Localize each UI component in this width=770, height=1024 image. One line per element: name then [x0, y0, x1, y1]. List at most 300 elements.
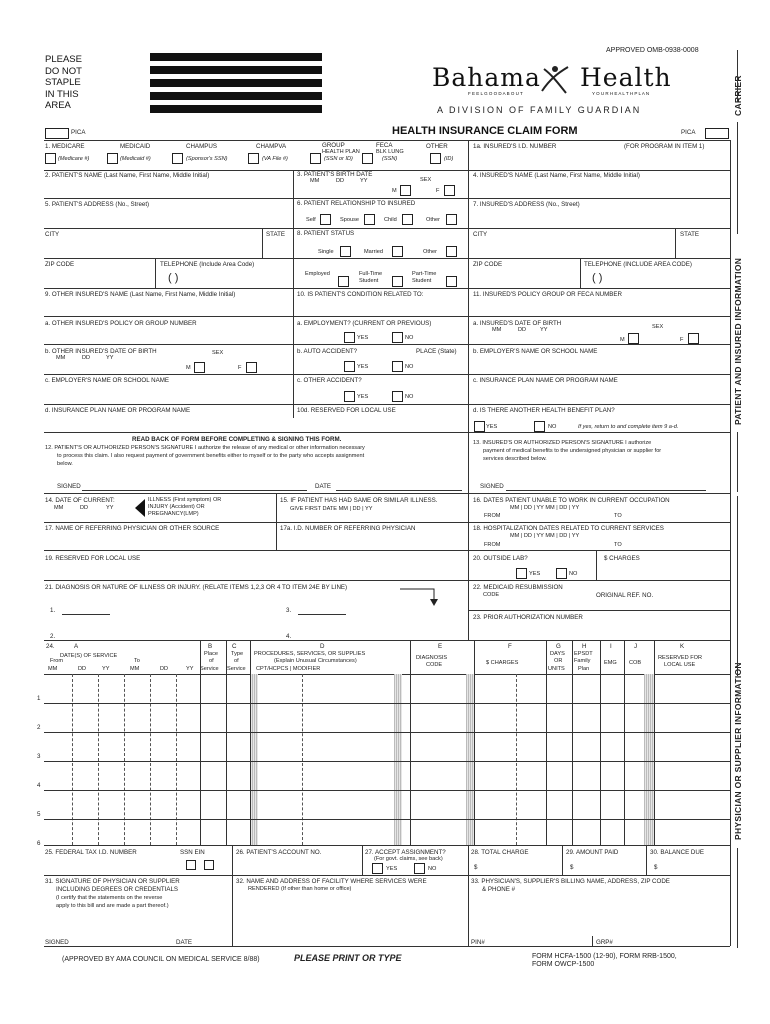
row-line [44, 170, 730, 171]
champva-label: CHAMPVA [256, 143, 287, 150]
side-arrow-line [737, 496, 738, 676]
field-3-mm: MM [310, 178, 320, 184]
field-18-to: TO [614, 542, 622, 548]
other-sex-f-checkbox[interactable] [246, 362, 257, 373]
another-plan-no: NO [548, 424, 557, 430]
field-22-code: CODE [483, 592, 500, 598]
employment-yes: YES [357, 335, 369, 341]
other-sex-m: M [186, 365, 191, 371]
row-line [44, 845, 730, 846]
other-accident-yes-checkbox[interactable] [344, 391, 355, 402]
col-g: G [556, 643, 561, 650]
group-label2: HEALTH PLAN [322, 149, 360, 155]
date-31: DATE [176, 939, 193, 946]
service-label: Service [200, 666, 219, 672]
field-16-cols: MM | DD | YY MM | DD | YY [510, 505, 580, 511]
city-label: CITY [45, 231, 60, 238]
group-checkbox[interactable] [310, 153, 321, 164]
col-divider-mid [293, 170, 294, 418]
side-arrow-line [737, 432, 738, 492]
col-divider [276, 493, 277, 550]
field-9a: a. OTHER INSURED'S POLICY OR GROUP NUMBER [45, 320, 197, 327]
ssn-checkbox[interactable] [186, 860, 196, 870]
field-11d: d. IS THERE ANOTHER HEALTH BENEFIT PLAN? [473, 407, 615, 414]
insured-sex-f: F [680, 337, 684, 343]
field-15-first-date: GIVE FIRST DATE MM | DD | YY [290, 506, 373, 512]
assignment-yes: YES [386, 866, 398, 872]
field-3: 3. PATIENT'S BIRTH DATE [297, 171, 373, 178]
field-13-line3: services described below. [483, 456, 547, 462]
field-17a: 17a. I.D. NUMBER OF REFERRING PHYSICIAN [280, 525, 416, 532]
other-accident-yes: YES [357, 394, 369, 400]
row-line [44, 404, 730, 405]
date-12: DATE [315, 483, 332, 490]
table-row [44, 790, 730, 791]
auto-no-checkbox[interactable] [392, 361, 403, 372]
place-state: PLACE (State) [416, 348, 457, 355]
row-number: 1 [37, 695, 41, 702]
field-22-ref: ORIGINAL REF. NO. [596, 592, 654, 599]
medicaid-num: (Medicaid #) [120, 156, 151, 162]
field-19: 19. RESERVED FOR LOCAL USE [45, 555, 141, 562]
field-11a: a. INSURED'S DATE OF BIRTH [473, 320, 562, 327]
form-title: HEALTH INSURANCE CLAIM FORM [392, 125, 578, 137]
col-divider [468, 845, 469, 946]
feca-checkbox[interactable] [362, 153, 373, 164]
field-6: 6. PATIENT RELATIONSHIP TO INSURED [297, 200, 416, 207]
field-14-pregnancy: PREGNANCY(LMP) [148, 511, 199, 517]
another-plan-note: If yes, return to and complete item 9 a-d. [578, 424, 679, 430]
diag-4: 4. [286, 633, 292, 640]
field-9b-mm: MM [56, 355, 66, 361]
yy-label: YY [102, 666, 110, 672]
row-line [44, 550, 730, 551]
please-print: PLEASE PRINT OR TYPE [294, 953, 402, 963]
cpt-label: CPT/HCPCS | MODIFIER [256, 666, 321, 672]
rel-child-checkbox[interactable] [402, 214, 413, 225]
row-number: 3 [37, 753, 41, 760]
row-number: 2 [37, 724, 41, 731]
patient-sex-m-checkbox[interactable] [400, 185, 411, 196]
side-label-carrier: CARRIER [733, 75, 743, 116]
insured-sex-m-checkbox[interactable] [628, 333, 639, 344]
division-line: A DIVISION OF FAMILY GUARDIAN [437, 105, 642, 115]
employment-no-checkbox[interactable] [392, 332, 403, 343]
ssn-ein: SSN EIN [180, 849, 205, 856]
of-label: of [209, 658, 214, 664]
field-16-to: TO [614, 513, 622, 519]
col-h: H [582, 643, 587, 650]
col-a: A [74, 643, 79, 650]
row-number: 6 [37, 840, 41, 847]
other-sex-f: F [238, 365, 242, 371]
field-10d: 10d. RESERVED FOR LOCAL USE [297, 407, 396, 414]
field-14-dd: DD [80, 505, 89, 511]
employment-yes-checkbox[interactable] [344, 332, 355, 343]
rel-self: Self [306, 217, 316, 223]
service-table [44, 640, 730, 845]
field-9b: b. OTHER INSURED'S DATE OF BIRTH [45, 348, 157, 355]
table-col [410, 640, 411, 845]
charges-label: $ CHARGES [486, 660, 519, 666]
another-plan-no-checkbox[interactable] [534, 421, 545, 432]
dd-label: DD [78, 666, 87, 672]
status-other-checkbox[interactable] [446, 246, 457, 257]
pica-box-right[interactable] [705, 128, 729, 139]
approved-omb: APPROVED OMB-0938-0008 [606, 47, 699, 54]
group-label3: (SSN or ID) [324, 156, 353, 162]
row-line [44, 522, 730, 523]
col-divider [730, 140, 731, 946]
field-10: 10. IS PATIENT'S CONDITION RELATED TO: [297, 291, 424, 298]
col-divider [232, 845, 233, 946]
field-31-line3: (I certify that the statements on the reverse [56, 895, 163, 901]
pica-label-left: PICA [71, 129, 86, 136]
field-10b: b. AUTO ACCIDENT? [297, 348, 358, 355]
parttime-checkbox[interactable] [446, 276, 457, 287]
field-18-cols: MM | DD | YY MM | DD | YY [510, 533, 580, 539]
sex-m: M [392, 188, 397, 194]
field-32-line1: 32. NAME AND ADDRESS OF FACILITY WHERE SERVICES WERE [236, 878, 427, 885]
row-line [44, 432, 730, 433]
status-married-checkbox[interactable] [392, 246, 403, 257]
yy2-label: YY [186, 666, 194, 672]
side-label-patient: PATIENT AND INSURED INFORMATION [733, 257, 743, 425]
header-line [44, 674, 730, 675]
medicaid-checkbox[interactable] [107, 153, 118, 164]
local-use-label: LOCAL USE [664, 662, 696, 668]
col-divider [675, 228, 676, 258]
telephone-label-right: TELEPHONE (INCLUDE AREA CODE) [584, 261, 692, 268]
fulltime-checkbox[interactable] [392, 276, 403, 287]
field-4: 4. INSURED'S NAME (Last Name, First Name, Middle Initial) [473, 172, 640, 179]
field-10c: c. OTHER ACCIDENT? [297, 377, 362, 384]
field-13-line2: payment of medical benefits to the undersigned physician or supplier for [483, 448, 662, 454]
state-label-right: STATE [680, 231, 700, 238]
field-28: 28. TOTAL CHARGE [471, 849, 529, 856]
table-col [654, 640, 655, 845]
table-row [44, 703, 730, 704]
field-16-from: FROM [484, 513, 501, 519]
to-label: To [134, 658, 140, 664]
procedures-label: PROCEDURES, SERVICES, OR SUPPLIES [254, 651, 366, 657]
brand-logo [432, 63, 692, 103]
table-row [44, 761, 730, 762]
field-31-line4: apply to this bill and are made a part thereof.) [56, 903, 169, 909]
medicare-label: 1. MEDICARE [45, 143, 85, 150]
field-11: 11. INSURED'S POLICY GROUP OR FECA NUMBER [473, 291, 623, 298]
zip-label: ZIP CODE [45, 261, 75, 268]
assignment-yes-checkbox[interactable] [372, 863, 383, 874]
dollar-30: $ [654, 864, 658, 871]
rel-spouse-checkbox[interactable] [364, 214, 375, 225]
employed-checkbox[interactable] [338, 276, 349, 287]
field-7: 7. INSURED'S ADDRESS (No., Street) [473, 201, 580, 208]
field-8: 8. PATIENT STATUS [297, 230, 355, 237]
reserved-label: RESERVED FOR [658, 655, 703, 661]
col-k: K [680, 643, 685, 650]
assignment-no-checkbox[interactable] [414, 863, 425, 874]
field-9b-sex: SEX [212, 350, 224, 356]
date-line-12[interactable] [336, 490, 462, 491]
another-plan-yes-checkbox[interactable] [474, 421, 485, 432]
side-arrow-line [737, 50, 738, 102]
staple-line: STAPLE [45, 77, 81, 88]
field-3-dd: DD [336, 178, 345, 184]
outside-lab-yes: YES [529, 571, 541, 577]
field-33-line2: & PHONE # [482, 886, 516, 893]
field-31-line2: INCLUDING DEGREES OR CREDENTIALS [56, 886, 179, 893]
redaction-bar [150, 66, 322, 74]
emg-label: EMG [604, 660, 617, 666]
field-14-injury: INJURY (Accident) OR [148, 504, 205, 510]
dollar-28: $ [474, 864, 478, 871]
field-23: 23. PRIOR AUTHORIZATION NUMBER [473, 614, 583, 621]
staple-line: DO NOT [45, 65, 82, 77]
outside-lab-no-checkbox[interactable] [556, 568, 567, 579]
staple-notice [45, 54, 82, 112]
mm-label: MM [48, 666, 58, 672]
table-col [624, 640, 625, 845]
table-col [572, 640, 573, 845]
type-label: Type [231, 651, 244, 657]
explain-label: (Explain Unusual Circumstances) [274, 658, 357, 664]
swirl-icon [538, 63, 572, 97]
sponsor-ssn: (Sponsor's SSN) [186, 156, 228, 162]
patient-sex-f-checkbox[interactable] [444, 185, 455, 196]
table-col [200, 640, 201, 845]
read-back: READ BACK OF FORM BEFORE COMPLETING & SIGNING THIS FORM. [132, 436, 342, 443]
redaction-bar [150, 105, 322, 113]
approved-ama: (APPROVED BY AMA COUNCIL ON MEDICAL SERVICE 8/88) [62, 956, 260, 963]
field-12-line2: to process this claim. I also request payment of government benefits either to myself or to the party who accepts assignment [57, 453, 365, 459]
family-label: Family [574, 658, 591, 664]
ein-checkbox[interactable] [204, 860, 214, 870]
medicare-num: (Medicare #) [58, 156, 90, 162]
outside-lab-yes-checkbox[interactable] [516, 568, 527, 579]
field-14: 14. DATE OF CURRENT: [45, 497, 115, 504]
col-divider [592, 936, 593, 946]
form-numbers-line1: FORM HCFA-1500 (12-90), FORM RRB-1500, [532, 953, 677, 960]
status-other: Other [423, 249, 437, 255]
place-label: Place [204, 651, 218, 657]
pica-label-right: PICA [681, 129, 696, 136]
field-27: 27. ACCEPT ASSIGNMENT? [365, 849, 446, 856]
parttime-label: Part-Time [412, 271, 437, 277]
field-26: 26. PATIENT'S ACCOUNT NO. [236, 849, 322, 856]
col-divider [646, 845, 647, 875]
other-checkbox[interactable] [430, 153, 441, 164]
plan-label: Plan [578, 666, 590, 672]
staple-line: AREA [45, 100, 71, 111]
signed-31: SIGNED [45, 939, 69, 946]
row-line [468, 610, 730, 611]
field-14-yy: YY [106, 505, 114, 511]
table-col [600, 640, 601, 845]
days-label: DAYS [550, 651, 565, 657]
field-11a-sex: SEX [652, 324, 664, 330]
redaction-bar [150, 53, 322, 61]
redaction-bar [150, 79, 322, 87]
zip-label-right: ZIP CODE [473, 261, 503, 268]
row-line [44, 493, 730, 494]
tagline-right: Y O U R H E A L T H P L A N [592, 91, 650, 96]
field-15: 15. IF PATIENT HAS HAD SAME OR SIMILAR ILLNESS. [280, 497, 438, 504]
field-11a-mm: MM [492, 327, 502, 333]
brand-right: Health [580, 63, 672, 92]
field-3-yy: YY [360, 178, 368, 184]
row-number: 5 [37, 811, 41, 818]
diag-1: 1. [50, 607, 56, 614]
brand-left: Bahama [432, 63, 541, 92]
epsdt-label: EPSDT [574, 651, 593, 657]
fulltime-label: Full-Time [359, 271, 383, 277]
col-divider [562, 845, 563, 875]
field-12-line3: below. [57, 461, 73, 467]
outside-lab-no: NO [569, 571, 578, 577]
medicaid-label: MEDICAID [120, 143, 151, 150]
signed-12: SIGNED [57, 483, 81, 490]
auto-yes: YES [357, 364, 369, 370]
champva-checkbox[interactable] [248, 153, 259, 164]
field-27-note: (For govt. claims, see back) [374, 856, 443, 862]
row-line [44, 946, 730, 947]
fulltime-label2: Student [359, 278, 379, 284]
col-e: E [438, 643, 443, 650]
other-accident-no-checkbox[interactable] [392, 391, 403, 402]
medicare-checkbox[interactable] [45, 153, 56, 164]
col-divider [596, 550, 597, 580]
col-b: B [208, 643, 213, 650]
diag-1-line[interactable] [62, 614, 110, 615]
row-line [44, 198, 730, 199]
rel-other: Other [426, 217, 440, 223]
col-divider [362, 845, 363, 875]
form-top-line [44, 140, 730, 141]
group-label: GROUP [322, 142, 345, 149]
col-divider [155, 258, 156, 288]
insured-sex-m: M [620, 337, 625, 343]
auto-yes-checkbox[interactable] [344, 361, 355, 372]
table-col [226, 640, 227, 845]
status-single-checkbox[interactable] [340, 246, 351, 257]
field-31-line1: 31. SIGNATURE OF PHYSICIAN OR SUPPLIER [45, 878, 180, 885]
rel-other-checkbox[interactable] [446, 214, 457, 225]
field-33-line1: 33. PHYSICIAN'S, SUPPLIER'S BILLING NAME, ADDRESS, ZIP CODE [471, 878, 670, 885]
row-line [44, 316, 730, 317]
status-married: Married [364, 249, 383, 255]
diag-3-line[interactable] [298, 614, 346, 615]
rel-child: Child [384, 217, 397, 223]
telephone-label: TELEPHONE (Include Area Code) [160, 261, 255, 268]
row-line [44, 258, 730, 259]
arrow-down-icon [400, 585, 440, 607]
field-21: 21. DIAGNOSIS OR NATURE OF ILLNESS OR INJURY. (RELATE ITEMS 1,2,3 OR 4 TO ITEM 24E BY LINE) [45, 584, 348, 591]
parttime-label2: Student [412, 278, 432, 284]
col-divider-main [468, 140, 469, 500]
assignment-no: NO [428, 866, 437, 872]
code-label: CODE [426, 662, 443, 668]
status-single: Single [318, 249, 334, 255]
field-5: 5. PATIENT'S ADDRESS (No., Street) [45, 201, 150, 208]
of2-label: of [234, 658, 239, 664]
units-label: UNITS [548, 666, 565, 672]
form-numbers-line2: FORM OWCP-1500 [532, 961, 595, 968]
col-divider [468, 140, 469, 170]
or-label: OR [554, 658, 563, 664]
row-line [44, 580, 468, 581]
city-label-right: CITY [473, 231, 488, 238]
service2-label: Service [227, 666, 246, 672]
side-label-physician: PHYSICIAN OR SUPPLIER INFORMATION [733, 662, 743, 840]
pin-label: PIN# [471, 939, 485, 946]
row-line [468, 580, 730, 581]
state-label: STATE [266, 231, 286, 238]
va-file: (VA File #) [262, 156, 288, 162]
champus-checkbox[interactable] [172, 153, 183, 164]
field-30: 30. BALANCE DUE [650, 849, 704, 856]
field-1a: 1a. INSURED'S I.D. NUMBER [473, 143, 557, 150]
rel-self-checkbox[interactable] [320, 214, 331, 225]
other-label2: (ID) [444, 156, 454, 162]
other-accident-no: NO [405, 394, 414, 400]
insured-sex-f-checkbox[interactable] [688, 333, 699, 344]
field-25: 25. FEDERAL TAX I.D. NUMBER [45, 849, 137, 856]
side-arrow-line [737, 848, 738, 948]
redaction-bar [150, 92, 322, 100]
row-line [44, 228, 730, 229]
diag-2: 2. [50, 633, 56, 640]
col-divider [262, 228, 263, 258]
field-9b-dd: DD [82, 355, 91, 361]
field-16: 16. DATES PATIENT UNABLE TO WORK IN CURRENT OCCUPATION [473, 497, 670, 504]
other-sex-m-checkbox[interactable] [194, 362, 205, 373]
field-9: 9. OTHER INSURED'S NAME (Last Name, First Name, Middle Initial) [45, 291, 236, 298]
dd2-label: DD [160, 666, 169, 672]
field-10a: a. EMPLOYMENT? (CURRENT OR PREVIOUS) [297, 320, 432, 327]
side-arrow-line [737, 122, 738, 234]
field-17: 17. NAME OF REFERRING PHYSICIAN OR OTHER SOURCE [45, 525, 220, 532]
field-11c: c. INSURANCE PLAN NAME OR PROGRAM NAME [473, 377, 618, 384]
col-d: D [320, 643, 325, 650]
signature-line-13[interactable] [506, 490, 706, 491]
signature-line-12[interactable] [82, 490, 307, 491]
pointer-arrow-icon [135, 499, 145, 517]
field-14-mm: MM [54, 505, 64, 511]
field-1a-program: (FOR PROGRAM IN ITEM 1) [624, 143, 705, 150]
feca-label: FECA [376, 142, 393, 149]
cob-label: COB [629, 660, 642, 666]
field-3-sex: SEX [420, 177, 432, 183]
mm2-label: MM [130, 666, 140, 672]
field-29: 29. AMOUNT PAID [566, 849, 619, 856]
table-col [250, 640, 251, 845]
from-label: From [50, 658, 64, 664]
field-18-from: FROM [484, 542, 501, 548]
field-14-illness: ILLNESS (First symptom) OR [148, 497, 222, 503]
field-11a-yy: YY [540, 327, 548, 333]
label-24: 24. [46, 643, 55, 650]
telephone-paren-right: ( ) [592, 272, 603, 284]
col-f: F [508, 643, 512, 650]
another-plan-yes: YES [486, 424, 498, 430]
signed-13: SIGNED [480, 483, 504, 490]
field-12-line1: 12. PATIENT'S OR AUTHORIZED PERSON'S SIGNATURE I authorize the release of any medical or other information necessary [45, 445, 365, 451]
field-18: 18. HOSPITALIZATION DATES RELATED TO CURRENT SERVICES [473, 525, 664, 532]
pica-box-left[interactable] [45, 128, 69, 139]
diag-3: 3. [286, 607, 292, 614]
col-c: C [232, 643, 237, 650]
